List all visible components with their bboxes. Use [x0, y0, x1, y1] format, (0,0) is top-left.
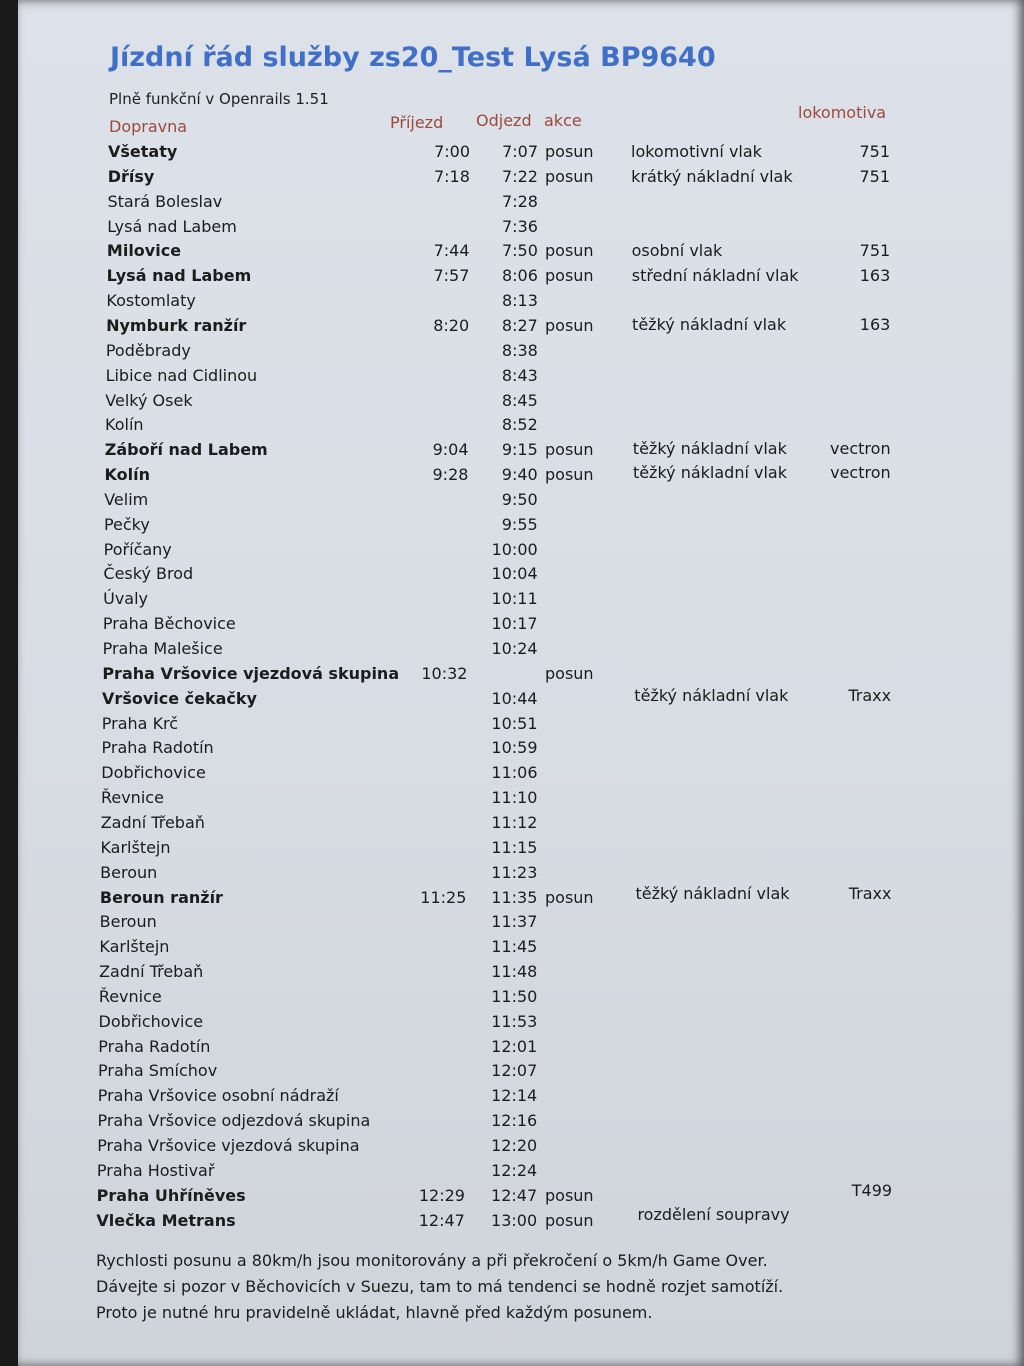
departure-time: 12:47	[491, 1185, 538, 1205]
departure-time: 7:50	[501, 241, 538, 261]
train-type: těžký nákladní vlak	[632, 438, 787, 458]
station-name: Kolín	[104, 465, 150, 485]
station-name: Praha Radotín	[101, 738, 214, 758]
departure-time: 7:28	[502, 191, 538, 211]
departure-time: 8:27	[501, 315, 538, 335]
station-name: Beroun ranžír	[99, 887, 223, 907]
station-name: Beroun	[100, 862, 158, 882]
station-name: Dobřichovice	[101, 763, 206, 783]
action: posun	[545, 887, 594, 907]
header-lokomotiva: lokomotiva	[798, 103, 887, 122]
station-name: Velim	[104, 489, 149, 509]
notes	[96, 1250, 783, 1328]
station-name: Řevnice	[98, 986, 162, 1006]
station-name: Praha Vršovice vjezdová skupina	[97, 1136, 360, 1155]
arrival-time: 7:18	[433, 166, 470, 186]
locomotive: vectron	[830, 438, 891, 458]
departure-time: 8:43	[501, 365, 538, 385]
departure-time: 12:16	[491, 1111, 538, 1131]
train-type: rozdělení soupravy	[637, 1205, 790, 1225]
station-name: Dřísy	[107, 166, 155, 186]
train-type: těžký nákladní vlak	[635, 883, 790, 903]
station-name: Praha Hostivař	[96, 1160, 215, 1180]
station-name: Praha Vršovice vjezdová skupina	[102, 663, 400, 683]
note-line: Dávejte si pozor v Běchovicích v Suezu, tam to má tendenci se hodně rozjet samotíží.	[96, 1277, 784, 1296]
departure-time: 7:07	[502, 142, 538, 161]
arrival-time: 12:47	[418, 1210, 465, 1230]
departure-time: 12:07	[491, 1061, 538, 1081]
departure-time: 12:24	[491, 1160, 538, 1180]
departure-time: 12:14	[491, 1086, 538, 1106]
departure-time: 7:36	[502, 216, 538, 236]
station-name: Praha Běchovice	[102, 614, 236, 634]
departure-time: 11:23	[491, 862, 538, 882]
note-line: Rychlosti posunu a 80km/h jsou monitorovány a při překročení o 5km/h Game Over.	[96, 1251, 768, 1270]
station-name: Český Brod	[103, 564, 194, 584]
arrival-time: 9:28	[432, 465, 469, 485]
locomotive: 751	[859, 166, 891, 186]
station-name: Vlečka Metrans	[96, 1210, 236, 1230]
station-name: Milovice	[106, 241, 182, 261]
station-name: Praha Radotín	[98, 1036, 211, 1056]
departure-time: 10:24	[491, 639, 538, 658]
locomotive: 751	[859, 142, 890, 161]
station-name: Poděbrady	[105, 340, 191, 360]
departure-time: 12:01	[491, 1036, 538, 1056]
departure-time: 7:22	[502, 166, 538, 186]
station-name: Lysá nad Labem	[106, 266, 252, 286]
departure-time: 11:35	[491, 887, 538, 907]
action: posun	[545, 663, 594, 683]
header-akce: akce	[544, 111, 582, 130]
arrival-time: 12:29	[418, 1185, 465, 1205]
train-type: těžký nákladní vlak	[634, 686, 789, 706]
station-name: Řevnice	[100, 788, 164, 808]
station-name: Všetaty	[108, 142, 178, 161]
locomotive: 163	[859, 265, 891, 285]
station-name: Beroun	[99, 912, 157, 932]
train-type: střední nákladní vlak	[631, 265, 799, 285]
station-name: Praha Uhříněves	[96, 1185, 246, 1205]
station-name: Praha Smíchov	[98, 1061, 218, 1081]
station-name: Úvaly	[103, 589, 149, 609]
page-title: Jízdní řád služby zs20_Test Lysá BP9640	[110, 42, 716, 73]
departure-time: 9:50	[501, 489, 538, 509]
departure-time: 12:20	[491, 1136, 538, 1155]
departure-time: 9:40	[501, 465, 538, 485]
departure-time: 10:44	[491, 688, 538, 708]
station-name: Poříčany	[103, 539, 172, 559]
departure-time: 11:06	[491, 763, 538, 783]
departure-time: 10:00	[491, 539, 538, 559]
station-name: Velký Osek	[105, 390, 193, 410]
departure-time: 8:38	[501, 340, 538, 360]
train-type: krátký nákladní vlak	[631, 166, 793, 186]
station-name: Kolín	[105, 415, 144, 435]
departure-time: 10:59	[491, 738, 538, 758]
departure-time: 11:37	[491, 912, 538, 932]
departure-time: 11:45	[491, 937, 538, 957]
departure-time: 10:04	[491, 564, 538, 584]
departure-time: 8:45	[501, 390, 538, 410]
arrival-time: 11:25	[420, 887, 467, 907]
station-name: Praha Krč	[101, 713, 179, 733]
arrival-time: 10:32	[421, 663, 468, 683]
action: posun	[545, 315, 594, 335]
train-type: těžký nákladní vlak	[632, 463, 787, 483]
departure-time: 8:06	[501, 266, 538, 286]
station-name: Praha Vršovice odjezdová skupina	[97, 1111, 371, 1131]
departure-time: 8:52	[501, 415, 538, 435]
action: posun	[545, 266, 594, 286]
action: posun	[545, 465, 594, 485]
departure-time: 8:13	[501, 291, 538, 311]
action: posun	[545, 142, 594, 161]
locomotive: 751	[859, 240, 891, 260]
station-name: Karlštejn	[99, 937, 170, 957]
train-type: lokomotivní vlak	[631, 142, 762, 161]
locomotive: Traxx	[848, 883, 892, 903]
departure-time: 9:15	[501, 440, 538, 460]
arrival-time: 7:00	[434, 142, 470, 161]
departure-time: 10:17	[491, 614, 538, 634]
header-odjezd: Odjezd	[476, 111, 532, 130]
station-name: Nymburk ranžír	[106, 315, 247, 335]
action: posun	[545, 440, 594, 460]
action: posun	[545, 241, 594, 261]
station-name: Vršovice čekačky	[102, 688, 257, 708]
departure-time: 11:12	[491, 812, 538, 832]
action: posun	[545, 166, 594, 186]
header-dopravna: Dopravna	[109, 117, 188, 136]
station-name: Praha Vršovice osobní nádraží	[97, 1086, 339, 1106]
locomotive: Traxx	[848, 686, 892, 706]
station-name: Záboří nad Labem	[104, 440, 268, 460]
departure-time: 10:51	[491, 713, 538, 733]
action: posun	[545, 1185, 594, 1205]
arrival-time: 7:57	[433, 266, 470, 286]
station-name: Pečky	[103, 514, 150, 534]
departure-time: 13:00	[491, 1210, 538, 1230]
station-name: Libice nad Cidlinou	[105, 365, 258, 385]
arrival-time: 9:04	[432, 440, 469, 460]
station-name: Lysá nad Labem	[107, 216, 237, 236]
arrival-time: 7:44	[433, 241, 470, 261]
station-name: Zadní Třebaň	[100, 812, 205, 832]
station-name: Zadní Třebaň	[99, 962, 204, 982]
station-name: Stará Boleslav	[107, 191, 223, 211]
arrival-time: 8:20	[433, 315, 470, 335]
station-name: Dobřichovice	[98, 1011, 204, 1031]
departure-time: 11:48	[491, 962, 538, 982]
locomotive: 163	[859, 315, 891, 335]
departure-time: 10:11	[491, 589, 538, 609]
departure-time: 11:50	[491, 986, 538, 1006]
departure-time: 11:10	[491, 788, 538, 808]
subtitle: Plně funkční v Openrails 1.51	[109, 90, 329, 108]
train-type: těžký nákladní vlak	[632, 315, 787, 335]
train-type: osobní vlak	[631, 240, 723, 260]
departure-time: 11:15	[491, 837, 538, 857]
station-name: Karlštejn	[100, 837, 171, 857]
departure-time: 9:55	[501, 514, 538, 534]
header-prijezd: Příjezd	[390, 113, 444, 132]
departure-time: 11:53	[491, 1011, 538, 1031]
locomotive: vectron	[830, 463, 891, 483]
note-line: Proto je nutné hru pravidelně ukládat, hlavně před každým posunem.	[96, 1303, 653, 1322]
station-name: Kostomlaty	[106, 291, 196, 311]
action: posun	[545, 1210, 594, 1230]
station-name: Praha Malešice	[102, 639, 223, 658]
locomotive: T499	[851, 1180, 893, 1200]
